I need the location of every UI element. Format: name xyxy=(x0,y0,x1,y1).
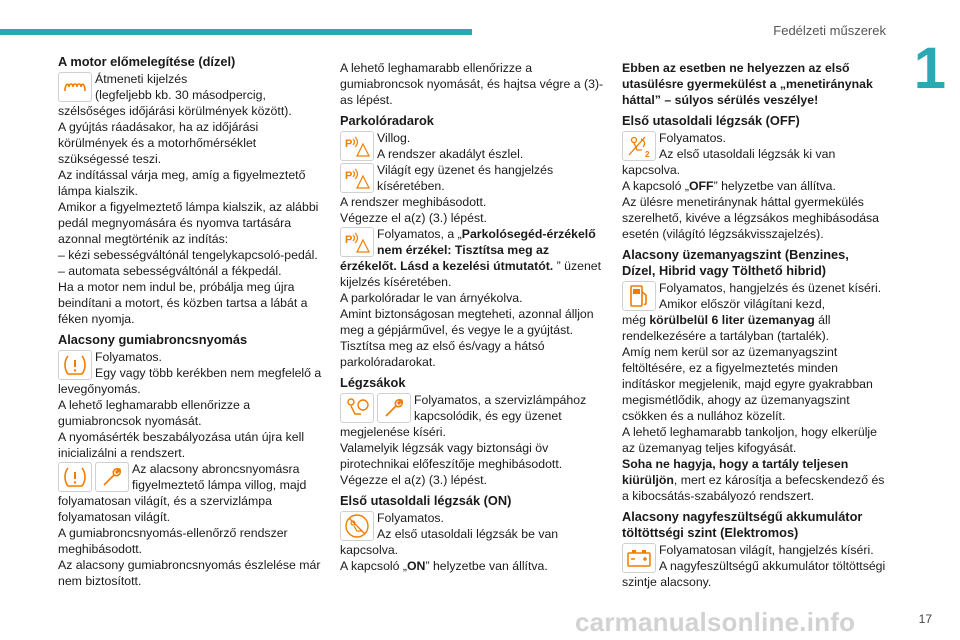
heading-low-fuel xyxy=(622,247,887,279)
preheat-line: féken nyomja. xyxy=(58,312,135,326)
parking-line: parkolóradarokat. xyxy=(340,355,436,369)
parking-line: Végezze el a(z) (3.) lépést. xyxy=(340,211,487,225)
parking-line: Villog. xyxy=(377,131,411,145)
parking-message-line xyxy=(340,258,605,274)
airbag-off-switch-line xyxy=(622,178,887,194)
airbag-off-section xyxy=(622,130,887,242)
airbags-section xyxy=(340,392,605,488)
preheat-line: szükségessé teszi. xyxy=(58,152,162,166)
airbags-line: kapcsolódik, és egy üzenet xyxy=(414,409,562,423)
battery-line: szintje alacsony. xyxy=(622,575,712,589)
warn-bold: kiürüljön xyxy=(622,473,674,487)
tyre-pressure-icon xyxy=(58,350,92,380)
preheat-line: – automata sebességváltónál a fékpedál. xyxy=(58,264,282,278)
fuel-section xyxy=(622,280,887,504)
tyre-fault-line: folyamatosan világít. xyxy=(58,510,171,524)
battery-line: A nagyfeszültségű akkumulátor töltöttségi xyxy=(659,559,886,573)
airbag-off-line: kapcsolva. xyxy=(622,163,681,177)
preheat-line: – kézi sebességváltónál tengelykapcsoló-pedál. xyxy=(58,248,318,262)
airbag-off-line: Az első utasoldali légzsák ki van xyxy=(659,147,836,161)
heading-passenger-airbag-off: Első utasoldali légzsák (OFF) xyxy=(622,113,800,128)
heading-line: Dízel, Hibrid vagy Tölthető hibrid) xyxy=(622,263,827,278)
fuel-line: az üzemanyag teljes kifogyását. xyxy=(622,441,797,455)
passenger-airbag-on-icon xyxy=(340,511,374,541)
battery-section xyxy=(622,542,887,590)
preheat-line: (legfeljebb kb. 30 másodpercig, xyxy=(95,88,266,102)
airbag-off-line: esetén (világító légzsákvisszajelzés). xyxy=(622,227,824,241)
tyre-pressure-icon xyxy=(58,462,92,492)
reserve-prefix: még xyxy=(622,313,650,327)
tyre-fault-line: A gumiabroncsnyomás-ellenőrző rendszer xyxy=(58,526,288,540)
airbags-line: Valamelyik légzsák vagy biztonsági öv xyxy=(340,441,549,455)
switch-value: OFF xyxy=(688,179,714,193)
parking-message-line: nem érzékel: Tisztítsa meg az xyxy=(377,243,550,257)
preheat-line: Amikor a figyelmeztető lámpa kialszik, az alábbi xyxy=(58,200,319,214)
parking-line: A rendszer akadályt észlel. xyxy=(377,147,524,161)
airbags-line: megjelenése kíséri. xyxy=(340,425,446,439)
watermark: carmanualsonline.info xyxy=(575,607,856,637)
svg-text:P: P xyxy=(345,138,353,150)
child-seat-warning-line: háttal” – súlyos sérülés veszélye! xyxy=(622,93,819,107)
column-1 xyxy=(58,52,323,589)
tyre-fault-line: figyelmeztető lámpa villog, majd xyxy=(132,478,307,492)
parking-section xyxy=(340,130,605,370)
tyre-fault-line: Az alacsony gumiabroncsnyomás észlelése már xyxy=(58,558,321,572)
airbag-on-section xyxy=(340,510,605,574)
glow-plug-icon xyxy=(58,72,92,102)
switch-prefix: A kapcsoló „ xyxy=(622,179,689,193)
parking-line: A parkolóradar le van árnyékolva. xyxy=(340,291,523,305)
heading-passenger-airbag-on: Első utasoldali légzsák (ON) xyxy=(340,493,512,508)
hv-battery-icon xyxy=(622,543,656,573)
airbag-off-line: Az ülésre menetiránynak háttal gyermekülés xyxy=(622,195,864,209)
tyre-line: A lehető leghamarabb ellenőrizze a xyxy=(58,398,251,412)
reserve-suffix: áll xyxy=(814,313,831,327)
fuel-warning-line: Soha ne hagyja, hogy a tartály teljesen xyxy=(622,457,849,471)
tyre-section xyxy=(58,349,323,589)
msg-bold: érzékelőt. Lásd a kezelési útmutatót. xyxy=(340,259,554,273)
fuel-pump-icon xyxy=(622,281,656,311)
service-wrench-icon xyxy=(377,393,411,423)
fuel-line: A lehető leghamarabb tankoljon, hogy elkerülje xyxy=(622,425,877,439)
child-seat-warning-line: Ebben az esetben ne helyezzen az első xyxy=(622,61,850,75)
preheat-section xyxy=(58,71,323,327)
parking-line: A rendszer meghibásodott. xyxy=(340,195,487,209)
chapter-number: 1 xyxy=(913,36,946,101)
passenger-airbag-off-icon xyxy=(622,131,656,161)
airbag-on-switch-line xyxy=(340,558,605,574)
tyre-line: A nyomásérték beszabályozása után újra kell xyxy=(58,430,305,444)
park-sensor-icon xyxy=(340,163,374,193)
msg-suffix: ” üzenet xyxy=(553,259,602,273)
preheat-line: Átmeneti kijelzés xyxy=(95,72,188,86)
heading-airbags: Légzsákok xyxy=(340,375,406,390)
airbag-off-line: Folyamatos. xyxy=(659,131,726,145)
fuel-line: feltöltésére, ez a figyelmeztetés minden xyxy=(622,361,838,375)
heading-line: Alacsony üzemanyagszint (Benzines, xyxy=(622,247,849,262)
switch-prefix: A kapcsoló „ xyxy=(340,559,407,573)
header-accent-bar xyxy=(0,29,472,35)
service-wrench-icon xyxy=(95,462,129,492)
parking-line: kíséretében. xyxy=(377,179,445,193)
tyre-line: Egy vagy több kerékben nem megfelelő a xyxy=(95,366,322,380)
svg-text:P: P xyxy=(345,170,353,182)
tyre-fault-line: Az alacsony abroncsnyomásra xyxy=(132,462,300,476)
fuel-line: csökken és a nullához közelít. xyxy=(622,409,786,423)
preheat-line: szélsőséges időjárási körülmények között). xyxy=(58,104,292,118)
msg-prefix: Folyamatos, a „ xyxy=(377,227,462,241)
tyre-fault-line: folyamatosan világít, és a szervizlámpa xyxy=(58,494,272,508)
parking-message-line xyxy=(340,226,605,242)
tyre-fault-line: nem biztosított. xyxy=(58,574,142,588)
fuel-line: indításkor megjelenik, majd egyre gyakrabban xyxy=(622,377,873,391)
airbags-line: Végezze el a(z) (3.) lépést. xyxy=(340,473,487,487)
preheat-line: Ha a motor nem indul be, próbálja meg újra xyxy=(58,280,295,294)
parking-line: Amint biztonságosan megteheti, azonnal álljon xyxy=(340,307,594,321)
preheat-line: beindítani a motort, és közben tartsa a lábát a xyxy=(58,296,308,310)
reserve-amount: körülbelül 6 liter üzemanyag xyxy=(649,313,815,327)
fuel-reserve-line xyxy=(622,312,887,328)
fuel-line: megismétlődik, ahogy az üzemanyagszint xyxy=(622,393,850,407)
intro-line: as lépést. xyxy=(340,93,393,107)
intro-line: A lehető leghamarabb ellenőrizze a xyxy=(340,61,533,75)
intro-line: gumiabroncsok nyomását, és hajtsa végre a (3)- xyxy=(340,77,604,91)
preheat-line: A gyújtás ráadásakor, ha az időjárási xyxy=(58,120,259,134)
msg-bold: Parkolósegéd-érzékelő xyxy=(461,227,596,241)
svg-text:P: P xyxy=(345,234,353,246)
tyre-line: Folyamatos. xyxy=(95,350,162,364)
fuel-line: Amikor először világítani kezd, xyxy=(659,297,826,311)
column-2 xyxy=(340,52,605,574)
parking-line: Tisztítsa meg az első és/vagy a hátsó xyxy=(340,339,545,353)
airbag-on-line: Folyamatos. xyxy=(377,511,444,525)
section-title: Fedélzeti műszerek xyxy=(773,23,886,38)
warn-suffix: , mert ez károsítja a befecskendező és xyxy=(673,473,885,487)
preheat-line: Az indítással várja meg, amíg a figyelmeztető xyxy=(58,168,306,182)
heading-line: töltöttségi szint (Elektromos) xyxy=(622,525,799,540)
heading-line: Alacsony nagyfeszültségű akkumulátor xyxy=(622,509,863,524)
heading-preheat: A motor előmelegítése (dízel) xyxy=(58,54,236,69)
preheat-line: azonnal megtörténik az indítás: xyxy=(58,232,229,246)
tyre-line: gumiabroncsok nyomását. xyxy=(58,414,202,428)
tyre-fault-line: meghibásodott. xyxy=(58,542,143,556)
switch-suffix: ” helyzetbe van állítva. xyxy=(713,179,836,193)
preheat-line: pedál megnyomására és nyomva tartására xyxy=(58,216,292,230)
parking-line: Világít egy üzenet és hangjelzés xyxy=(377,163,554,177)
airbag-off-line: szerelhető, kivéve a légzsákos meghibásodása xyxy=(622,211,880,225)
fuel-line: a kibocsátás-szabályozó rendszert. xyxy=(622,489,815,503)
parking-line: kijelzés kíséretében. xyxy=(340,275,452,289)
tyre-line: inicializálni a rendszert. xyxy=(58,446,186,460)
park-sensor-icon xyxy=(340,131,374,161)
park-sensor-icon xyxy=(340,227,374,257)
switch-value: ON xyxy=(406,559,426,573)
battery-line: Folyamatosan világít, hangjelzés kíséri. xyxy=(659,543,874,557)
airbag-icon xyxy=(340,393,374,423)
heading-parking-sensors: Parkolóradarok xyxy=(340,113,434,128)
heading-tyre-pressure: Alacsony gumiabroncsnyomás xyxy=(58,332,248,347)
airbags-line: Folyamatos, a szervizlámpához xyxy=(414,393,587,407)
preheat-line: körülmények és a motorhőmérséklet xyxy=(58,136,257,150)
parking-line: meg a gépjárművel, és vegye le a gyújtást. xyxy=(340,323,574,337)
airbags-line: pirotechnikai előfeszítője meghibásodott. xyxy=(340,457,563,471)
preheat-line: lámpa kialszik. xyxy=(58,184,138,198)
heading-hv-battery xyxy=(622,509,887,541)
switch-suffix: ” helyzetbe van állítva. xyxy=(425,559,548,573)
svg-text:2: 2 xyxy=(645,150,650,159)
airbag-on-line: Az első utasoldali légzsák be van xyxy=(377,527,559,541)
fuel-warning-line xyxy=(622,472,887,488)
fuel-line: rendelkezésére a tartályban (tartalék). xyxy=(622,329,830,343)
airbag-on-line: kapcsolva. xyxy=(340,543,399,557)
page-number: 17 xyxy=(918,612,932,626)
tyre-line: levegőnyomás. xyxy=(58,382,141,396)
fuel-line: Amíg nem kerül sor az üzemanyagszint xyxy=(622,345,838,359)
column-3 xyxy=(622,52,887,590)
child-seat-warning-line: utasülésre gyermekülést a „menetiránynak xyxy=(622,77,873,91)
fuel-line: Folyamatos, hangjelzés és üzenet kíséri. xyxy=(659,281,882,295)
